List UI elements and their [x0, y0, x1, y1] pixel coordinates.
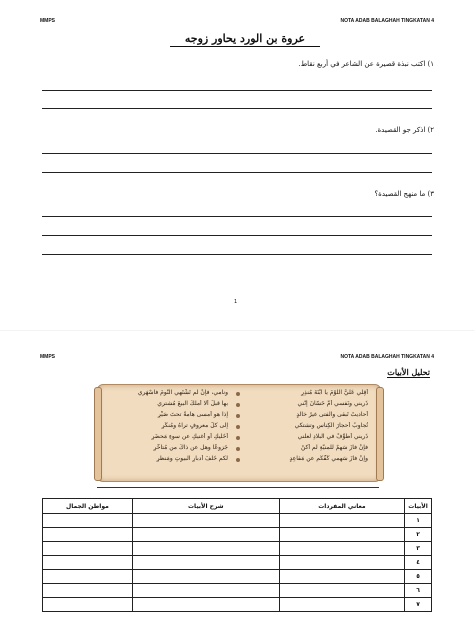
page-title: عروة بن الورد يحاور زوجه — [170, 32, 320, 47]
verse-first-half: أحاديثَ تَبقى والفتى غيرُ خالدٍ — [296, 411, 368, 418]
verse-first-half: تُجاوِبُ أحجارَ الكِناسِ وتشتكي — [294, 422, 368, 429]
verse-row — [110, 444, 368, 455]
verse-row — [110, 389, 368, 400]
table-cell[interactable] — [43, 598, 133, 612]
table-cell[interactable] — [43, 584, 133, 598]
question-3: ٣) ما منهج القصيدة؟ — [374, 190, 434, 198]
answer-line — [42, 108, 432, 109]
table-cell[interactable] — [132, 584, 279, 598]
row-number: ٣ — [405, 542, 432, 556]
page-number: 1 — [234, 299, 238, 305]
verse-row — [110, 400, 368, 411]
answer-line — [42, 90, 432, 91]
verse-second-half: بها قبلَ ألّا أملكَ البيعَ مُشتري — [157, 400, 228, 407]
table-row — [43, 542, 432, 556]
row-number: ٤ — [405, 556, 432, 570]
verse-second-half: أُخَلّيكِ أو أُغنيكِ عن سوءِ مَحضَرِ — [151, 433, 228, 440]
answer-line — [42, 172, 432, 173]
row-number: ٦ — [405, 584, 432, 598]
table-row — [43, 514, 432, 528]
question-2: ٢) اذكر جو القصيدة. — [375, 126, 434, 134]
scroll-edge-right — [376, 387, 384, 481]
table-cell[interactable] — [43, 542, 133, 556]
table-cell[interactable] — [279, 584, 404, 598]
table-row — [43, 584, 432, 598]
verse-first-half: فإنْ فازَ سَهمٌ للمنيّةِ لم أكنْ — [300, 444, 368, 451]
verse-row — [110, 455, 368, 466]
row-number: ٧ — [405, 598, 432, 612]
verse-second-half: إلى كلِّ معروفٍ تراهُ ومُنكَرِ — [161, 422, 228, 429]
table-row — [43, 598, 432, 612]
table-row — [43, 570, 432, 584]
answer-line — [42, 254, 432, 255]
table-cell[interactable] — [132, 542, 279, 556]
col-header-verses: الأبيات — [405, 499, 432, 514]
table-cell[interactable] — [279, 514, 404, 528]
table-cell[interactable] — [279, 556, 404, 570]
verse-first-half: وإنْ فازَ سَهمي كَفَّكُم عن مَقاعِدٍ — [289, 455, 368, 462]
verse-dot — [236, 403, 240, 407]
page-divider — [0, 330, 474, 331]
header-left: MMPS — [40, 354, 55, 360]
table-row — [43, 556, 432, 570]
col-header-vocabulary: معاني المفردات — [279, 499, 404, 514]
table-cell[interactable] — [132, 598, 279, 612]
table-cell[interactable] — [43, 514, 133, 528]
table-cell[interactable] — [279, 542, 404, 556]
table-cell[interactable] — [132, 570, 279, 584]
verse-second-half: إذا هو أمسى هامةً تحتَ صَيِّرِ — [157, 411, 228, 418]
table-cell[interactable] — [43, 556, 133, 570]
poem-scroll — [97, 384, 381, 482]
analysis-table — [42, 498, 432, 612]
header-right: NOTA ADAB BALAGHAH TINGKATAN 4 — [340, 354, 434, 360]
verse-first-half: ذَريني ونَفسي أُمَّ حَسّانَ إنّني — [297, 400, 368, 407]
table-cell[interactable] — [279, 570, 404, 584]
table-cell[interactable] — [132, 528, 279, 542]
table-cell[interactable] — [43, 528, 133, 542]
answer-line — [42, 153, 432, 154]
table-header-row — [43, 499, 432, 514]
verse-list — [110, 389, 368, 466]
verse-dot — [236, 414, 240, 418]
answer-line — [42, 216, 432, 217]
answer-line — [42, 235, 432, 236]
verse-row — [110, 433, 368, 444]
verse-first-half: ذَريني أُطَوِّفْ في البلادِ لعلَّني — [297, 433, 368, 440]
verse-second-half: ونامي، فإنْ لم تَشْتَهي النَّومَ فاسْهَري — [137, 389, 228, 396]
verse-dot — [236, 436, 240, 440]
table-cell[interactable] — [132, 556, 279, 570]
row-number: ١ — [405, 514, 432, 528]
header-left: MMPS — [40, 18, 55, 24]
question-1: ١) اكتب نبذة قصيرة عن الشاعر في أربع نقاط. — [298, 60, 434, 68]
verse-dot — [236, 458, 240, 462]
verse-second-half: جَزوعًا وهل عن ذاكَ من مُتأخَّرِ — [153, 444, 228, 451]
verse-dot — [236, 425, 240, 429]
verse-second-half: لكم خَلفَ أدبارِ البيوتِ ومَنظَرِ — [156, 455, 228, 462]
table-cell[interactable] — [279, 528, 404, 542]
row-number: ٢ — [405, 528, 432, 542]
scroll-underline — [97, 487, 379, 488]
table-cell[interactable] — [132, 514, 279, 528]
table-row — [43, 528, 432, 542]
section-title: تحليل الأبيات — [387, 367, 430, 377]
header-right: NOTA ADAB BALAGHAH TINGKATAN 4 — [340, 18, 434, 24]
verse-dot — [236, 392, 240, 396]
verse-row — [110, 422, 368, 433]
row-number: ٥ — [405, 570, 432, 584]
table-cell[interactable] — [43, 570, 133, 584]
verse-first-half: أقِلّي عَلَيَّ اللَّوْمَ يا ابْنَةَ مُنذِرٍ — [301, 389, 368, 396]
col-header-explanation: شرح الأبيات — [132, 499, 279, 514]
table-cell[interactable] — [279, 598, 404, 612]
col-header-beauty: مواطن الجمال — [43, 499, 133, 514]
verse-row — [110, 411, 368, 422]
verse-dot — [236, 447, 240, 451]
scroll-edge-left — [94, 387, 102, 481]
